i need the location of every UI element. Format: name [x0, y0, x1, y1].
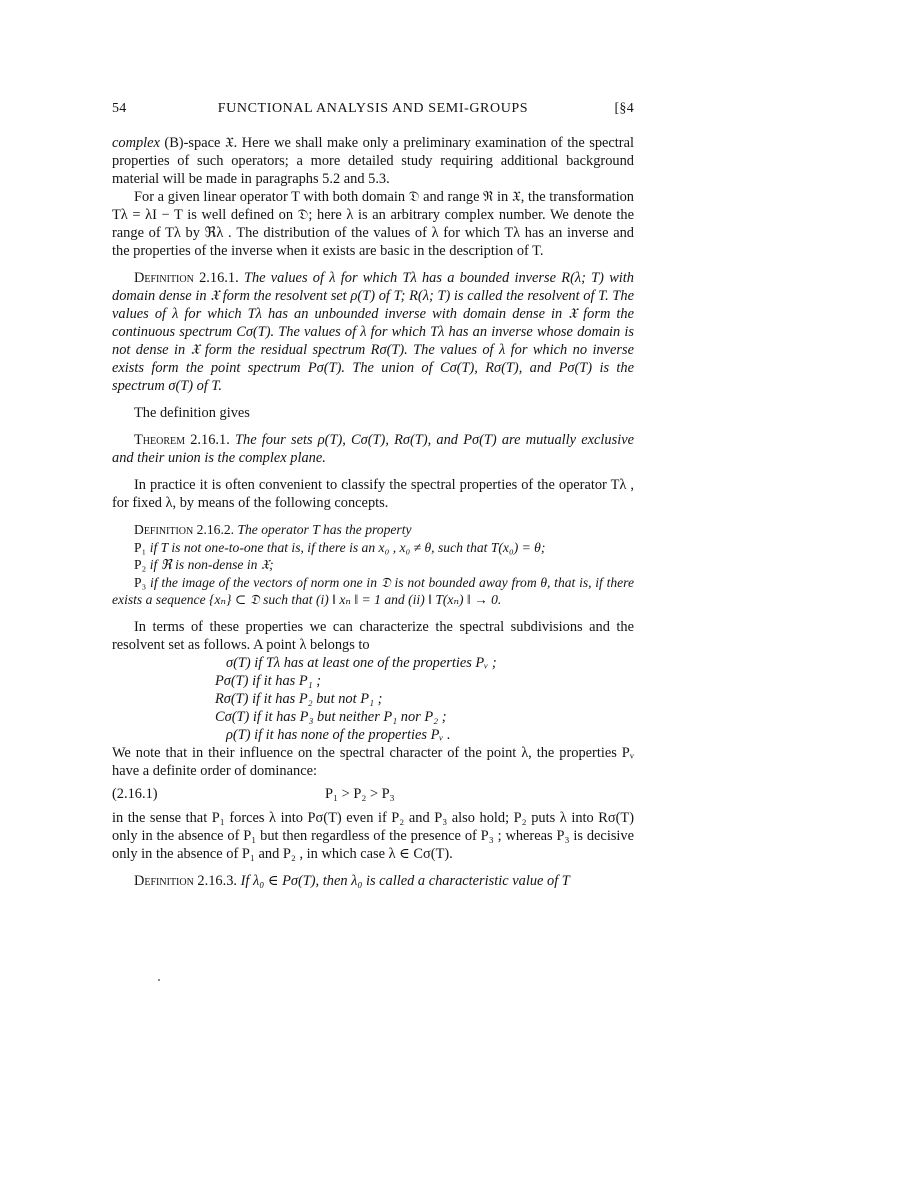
page-number: 54: [112, 101, 127, 116]
definition-text: If λ₀ ∈ Pσ(T), then λ₀ is called a characteristic value of T: [240, 872, 570, 889]
running-title: FUNCTIONAL ANALYSIS AND SEMI-GROUPS: [217, 101, 529, 116]
definition-text: The operator T has the property: [237, 522, 412, 537]
paragraph-definition-gives: The definition gives: [134, 405, 250, 421]
definition-2-16-3: [112, 872, 634, 890]
case-item: σ(T) if Tλ has at least one of the properties Pᵥ ;: [226, 654, 497, 671]
case-item: Cσ(T) if it has P₃ but neither P₁ nor P₂ ;: [215, 708, 447, 725]
property-item: [112, 539, 634, 557]
section-mark: [§4: [614, 101, 634, 116]
definition-heading: Definition 2.16.1.: [134, 270, 239, 286]
property-text: if the image of the vectors of norm one in 𝔇 is not bounded away from θ, that is, if there exists a sequence {xₙ} ⊂ 𝔇 such that (i) ‖ xₙ ‖ = 1 and (ii) ‖ T(xₙ) ‖ → 0.: [112, 574, 634, 607]
paragraph-text: (B)-space 𝔛. Here we shall make only a preliminary examination of the spectral properties of such operators; a more detailed study requiring additional background material will be made in paragraphs 5.2 and 5.3.: [112, 135, 634, 187]
scan-speck: [158, 979, 160, 981]
property-text: if T is not one-to-one that is, if there is an x₀ , x₀ ≠ θ, such that T(x₀) = θ;: [146, 539, 546, 555]
property-item: [112, 556, 634, 574]
theorem-text: The four sets ρ(T), Cσ(T), Rσ(T), and Pσ(T) are mutually exclusive and their union is the complex plane.: [112, 432, 634, 466]
equation-2-16-1: [112, 785, 634, 807]
theorem-heading: Theorem 2.16.1.: [134, 432, 230, 448]
property-label: P₂: [134, 557, 147, 572]
definition-heading: Definition 2.16.2.: [134, 522, 235, 537]
property-text: if ℜ is non-dense in 𝔛;: [146, 557, 274, 572]
property-list: [112, 539, 634, 609]
running-header: [112, 101, 634, 121]
paragraph-transformation: For a given linear operator T with both domain 𝔇 and range ℜ in 𝔛, the transformation Tλ = λI − T is well defined on 𝔇; here λ is an arbitrary complex number. We denote the range of Tλ by ℜλ . The distribution of the values of λ for which Tλ has an inverse and the properties of the inverse when it exists are basic in the description of T.: [112, 189, 634, 259]
paragraph-continuation: [112, 134, 634, 188]
property-item: [112, 574, 634, 609]
definition-intro: [112, 521, 634, 539]
definition-text: The values of λ for which Tλ has a bounded inverse R(λ; T) with domain dense in 𝔛 form the resolvent set ρ(T) of T; R(λ; T) is called the resolvent of T. The values of λ for which Tλ has an unbounded inverse with domain dense in 𝔛 form the continuous spectrum Cσ(T). The values of λ for which Tλ has an inverse whose domain is not dense in 𝔛 form the residual spectrum Rσ(T). The values of λ for which no inverse exists form the point spectrum Pσ(T). The union of Cσ(T), Rσ(T), and Pσ(T) is the spectrum σ(T) of T.: [112, 270, 634, 394]
case-item: ρ(T) if it has none of the properties Pᵥ .: [226, 726, 451, 743]
equation-formula: P₁ > P₂ > P₃: [325, 785, 395, 802]
paragraph-sense: in the sense that P₁ forces λ into Pσ(T) even if P₂ and P₃ also hold; P₂ puts λ into Rσ(T) only in the absence of P₁ but then regardless of the presence of P₃ ; whereas P₃ is decisive only in the absence of P₁ and P₂ , in which case λ ∈ Cσ(T).: [112, 809, 634, 862]
definition-2-16-2: [112, 521, 634, 609]
spectral-cases: [112, 654, 634, 744]
paragraph-classify: In practice it is often convenient to classify the spectral properties of the operator Tλ , for fixed λ, by means of the following concepts.: [112, 477, 634, 511]
paragraph-emphasis: complex: [112, 135, 160, 151]
equation-number: (2.16.1): [112, 785, 158, 802]
theorem-2-16-1: [112, 431, 634, 467]
definition-2-16-1: [112, 269, 634, 395]
case-item: Pσ(T) if it has P₁ ;: [215, 672, 322, 689]
page-body: [112, 134, 634, 890]
property-label: P₃: [134, 574, 147, 590]
property-label: P₁: [134, 539, 147, 555]
paragraph-characterize: In terms of these properties we can characterize the spectral subdivisions and the resolvent set as follows. A point λ belongs to: [112, 618, 634, 653]
paragraph-dominance: We note that in their influence on the spectral character of the point λ, the properties Pᵥ have a definite order of dominance:: [112, 744, 634, 779]
case-item: Rσ(T) if it has P₂ but not P₁ ;: [215, 690, 383, 707]
definition-heading: Definition 2.16.3.: [134, 872, 237, 889]
